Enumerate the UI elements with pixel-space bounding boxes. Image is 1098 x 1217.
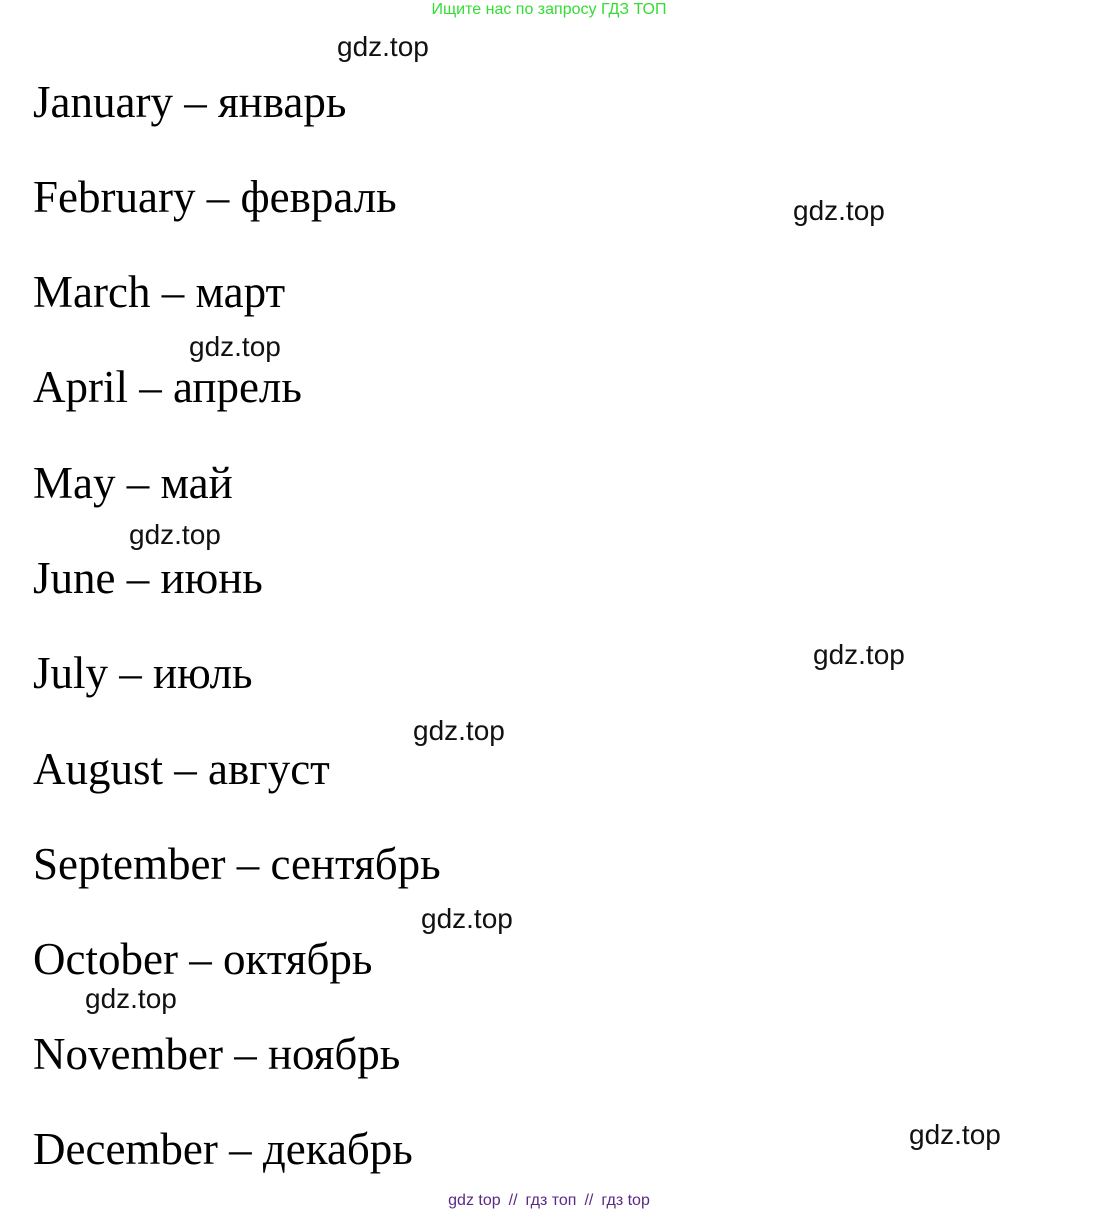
month-line-july xyxy=(33,648,253,698)
month-english: February xyxy=(33,172,196,222)
month-english: September xyxy=(33,839,226,889)
dash: – xyxy=(184,77,207,127)
watermark: gdz.top xyxy=(85,983,177,1014)
watermark: gdz.top xyxy=(909,1119,1001,1150)
month-line-december xyxy=(33,1124,413,1174)
search-hint[interactable]: Ищите нас по запросу ГДЗ ТОП xyxy=(431,1,667,18)
month-russian: ноябрь xyxy=(267,1029,401,1079)
month-line-march xyxy=(33,267,286,317)
month-english: August xyxy=(33,744,164,794)
footer-divider: // xyxy=(584,1192,594,1209)
dash: – xyxy=(126,553,150,603)
month-english: July xyxy=(33,648,109,698)
watermark: gdz.top xyxy=(337,31,429,62)
watermark: gdz.top xyxy=(129,519,221,550)
watermark: gdz.top xyxy=(413,715,505,746)
dash: – xyxy=(229,1124,252,1174)
dash: – xyxy=(189,934,212,984)
month-english: January xyxy=(33,77,173,127)
month-line-may xyxy=(33,458,233,508)
footer-link[interactable]: гдз топ xyxy=(525,1192,577,1209)
month-english: May xyxy=(33,458,116,508)
month-line-august xyxy=(33,744,330,794)
month-line-september xyxy=(33,839,441,889)
month-english: April xyxy=(33,362,128,412)
month-line-april xyxy=(33,362,302,412)
dash: – xyxy=(161,267,185,317)
month-line-february xyxy=(33,172,397,222)
month-english: March xyxy=(33,267,151,317)
watermark: gdz.top xyxy=(189,331,281,362)
month-russian: июнь xyxy=(160,553,263,603)
month-russian: май xyxy=(160,458,233,508)
dash: – xyxy=(139,362,162,412)
month-english: June xyxy=(33,553,116,603)
month-line-october xyxy=(33,934,373,984)
month-russian: декабрь xyxy=(262,1124,413,1174)
month-russian: октябрь xyxy=(222,934,373,984)
month-russian: апрель xyxy=(173,362,302,412)
footer-link[interactable]: гдз top xyxy=(601,1192,650,1209)
month-russian: август xyxy=(208,744,330,794)
month-russian: сентябрь xyxy=(270,839,441,889)
month-english: November xyxy=(33,1029,223,1079)
month-line-november xyxy=(33,1029,401,1079)
dash: – xyxy=(119,648,142,698)
month-russian: февраль xyxy=(240,172,397,222)
month-russian: март xyxy=(195,267,286,317)
dash: – xyxy=(234,1029,257,1079)
month-english: December xyxy=(33,1124,218,1174)
footer-link[interactable]: gdz top xyxy=(448,1192,501,1209)
month-english: October xyxy=(33,934,178,984)
watermark: gdz.top xyxy=(793,195,885,226)
dash: – xyxy=(174,744,197,794)
watermark: gdz.top xyxy=(813,639,905,670)
dash: – xyxy=(206,172,230,222)
footer-links xyxy=(0,1192,1098,1210)
month-line-june xyxy=(33,553,263,603)
dash: – xyxy=(236,839,260,889)
month-line-january xyxy=(33,77,347,127)
dash: – xyxy=(126,458,150,508)
month-russian: январь xyxy=(217,77,347,127)
month-russian: июль xyxy=(153,648,253,698)
footer-divider: // xyxy=(508,1192,518,1209)
watermark: gdz.top xyxy=(421,903,513,934)
